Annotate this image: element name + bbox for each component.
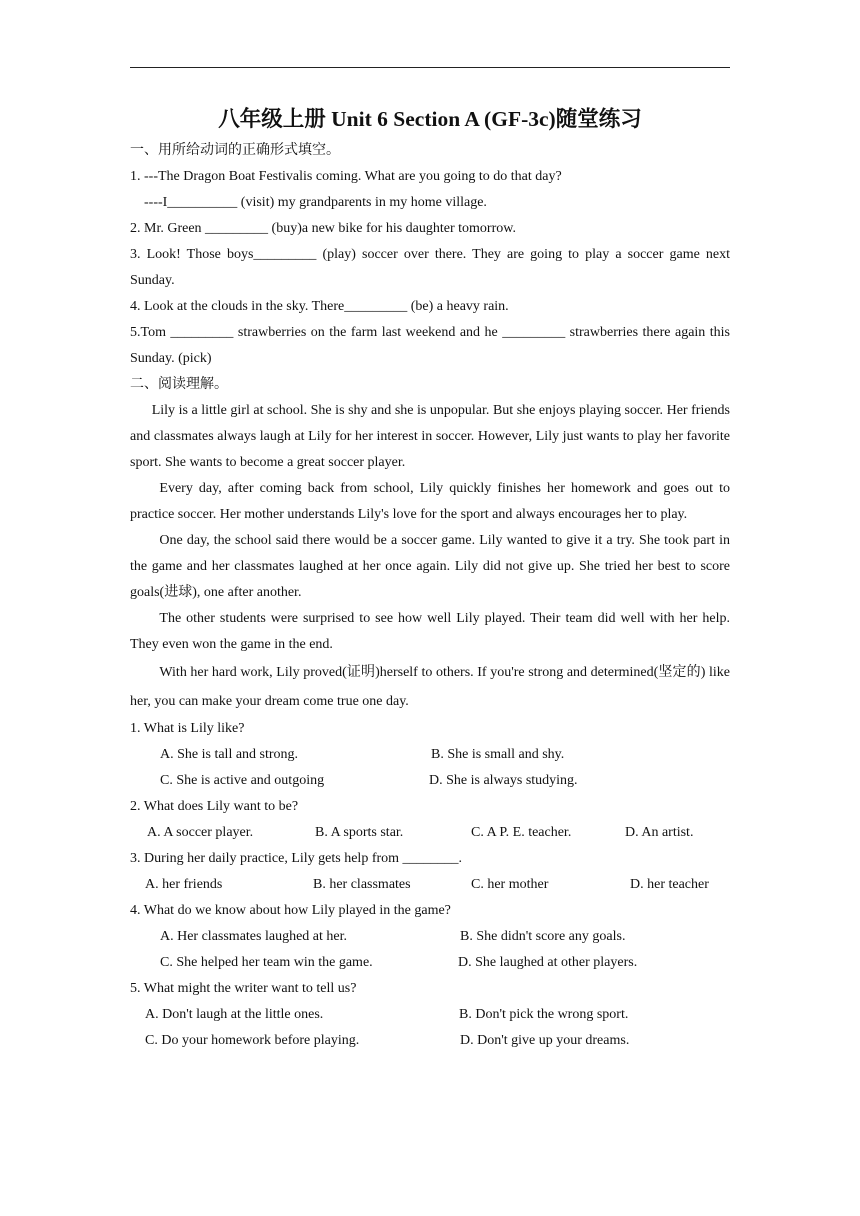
option-d: D. her teacher	[630, 877, 709, 892]
option-c: C. her mother	[471, 877, 549, 892]
section1-heading: 一、用所给动词的正确形式填空。	[130, 143, 340, 158]
option-row	[130, 820, 730, 846]
reading-question-5: 5. What might the writer want to tell us?	[130, 981, 357, 996]
option-a: A. her friends	[145, 877, 223, 892]
option-c: C. She helped her team win the game.	[160, 955, 373, 970]
page-title: 八年级上册 Unit 6 Section A (GF-3c)随堂练习	[218, 107, 642, 131]
option-c: C. A P. E. teacher.	[471, 825, 572, 840]
passage-paragraph: The other students were surprised to see how well Lily played. Their team did well with her help. They even won the game in the end.	[130, 611, 730, 652]
option-d: D. Don't give up your dreams.	[460, 1033, 630, 1048]
option-d: D. She is always studying.	[429, 773, 578, 788]
option-d: D. An artist.	[625, 825, 694, 840]
worksheet	[130, 104, 730, 1054]
fill-question-4: 4. Look at the clouds in the sky. There_________ (be) a heavy rain.	[130, 299, 509, 314]
option-row	[130, 742, 730, 768]
fill-question-1b: ----I__________ (visit) my grandparents in my home village.	[144, 195, 487, 210]
option-d: D. She laughed at other players.	[458, 955, 638, 970]
option-a: A. Her classmates laughed at her.	[160, 929, 347, 944]
option-a: A. A soccer player.	[147, 825, 254, 840]
header-rule	[130, 67, 730, 68]
fill-question-3: 3. Look! Those boys_________ (play) soccer over there. They are going to play a soccer game next Sunday.	[130, 247, 730, 288]
option-row	[130, 768, 730, 794]
reading-question-1: 1. What is Lily like?	[130, 721, 245, 736]
reading-question-3: 3. During her daily practice, Lily gets help from ________.	[130, 851, 463, 866]
option-row	[130, 1028, 730, 1054]
option-row	[130, 950, 730, 976]
option-c: C. She is active and outgoing	[160, 773, 325, 788]
option-row	[130, 924, 730, 950]
option-b: B. She didn't score any goals.	[460, 929, 626, 944]
option-row	[130, 1002, 730, 1028]
passage-paragraph: Lily is a little girl at school. She is shy and she is unpopular. But she enjoys playing soccer. Her friends and classmates always laugh at Lily for her interest in soccer. However, Lily just wants to play her favorite sport. She wants to become a great soccer player.	[130, 403, 730, 470]
fill-question-5: 5.Tom _________ strawberries on the farm last weekend and he _________ strawberries there again this Sunday. (pick)	[130, 325, 730, 366]
option-row	[130, 872, 730, 898]
option-b: B. her classmates	[313, 877, 411, 892]
passage-paragraph: Every day, after coming back from school, Lily quickly finishes her homework and goes out to practice soccer. Her mother understands Lily's love for the sport and always encourages her to play.	[130, 481, 730, 522]
fill-question-1a: 1. ---The Dragon Boat Festivalis coming. What are you going to do that day?	[130, 169, 562, 184]
reading-question-2: 2. What does Lily want to be?	[130, 799, 299, 814]
passage-paragraph: With her hard work, Lily proved(证明)herself to others. If you're strong and determined(坚定的) like her, you can make your dream come true one day.	[130, 665, 730, 709]
option-c: C. Do your homework before playing.	[145, 1033, 360, 1048]
option-a: A. Don't laugh at the little ones.	[145, 1007, 324, 1022]
passage-paragraph: One day, the school said there would be a soccer game. Lily wanted to give it a try. She took part in the game and her classmates laughed at her once again. Lily did not give up. She tried her best to score goals(进球), one after another.	[130, 533, 730, 600]
option-b: B. Don't pick the wrong sport.	[459, 1007, 629, 1022]
option-b: B. A sports star.	[315, 825, 404, 840]
fill-question-2: 2. Mr. Green _________ (buy)a new bike for his daughter tomorrow.	[130, 221, 516, 236]
reading-question-4: 4. What do we know about how Lily played in the game?	[130, 903, 451, 918]
option-a: A. She is tall and strong.	[160, 747, 299, 762]
option-b: B. She is small and shy.	[431, 747, 565, 762]
section2-heading: 二、阅读理解。	[130, 377, 228, 392]
